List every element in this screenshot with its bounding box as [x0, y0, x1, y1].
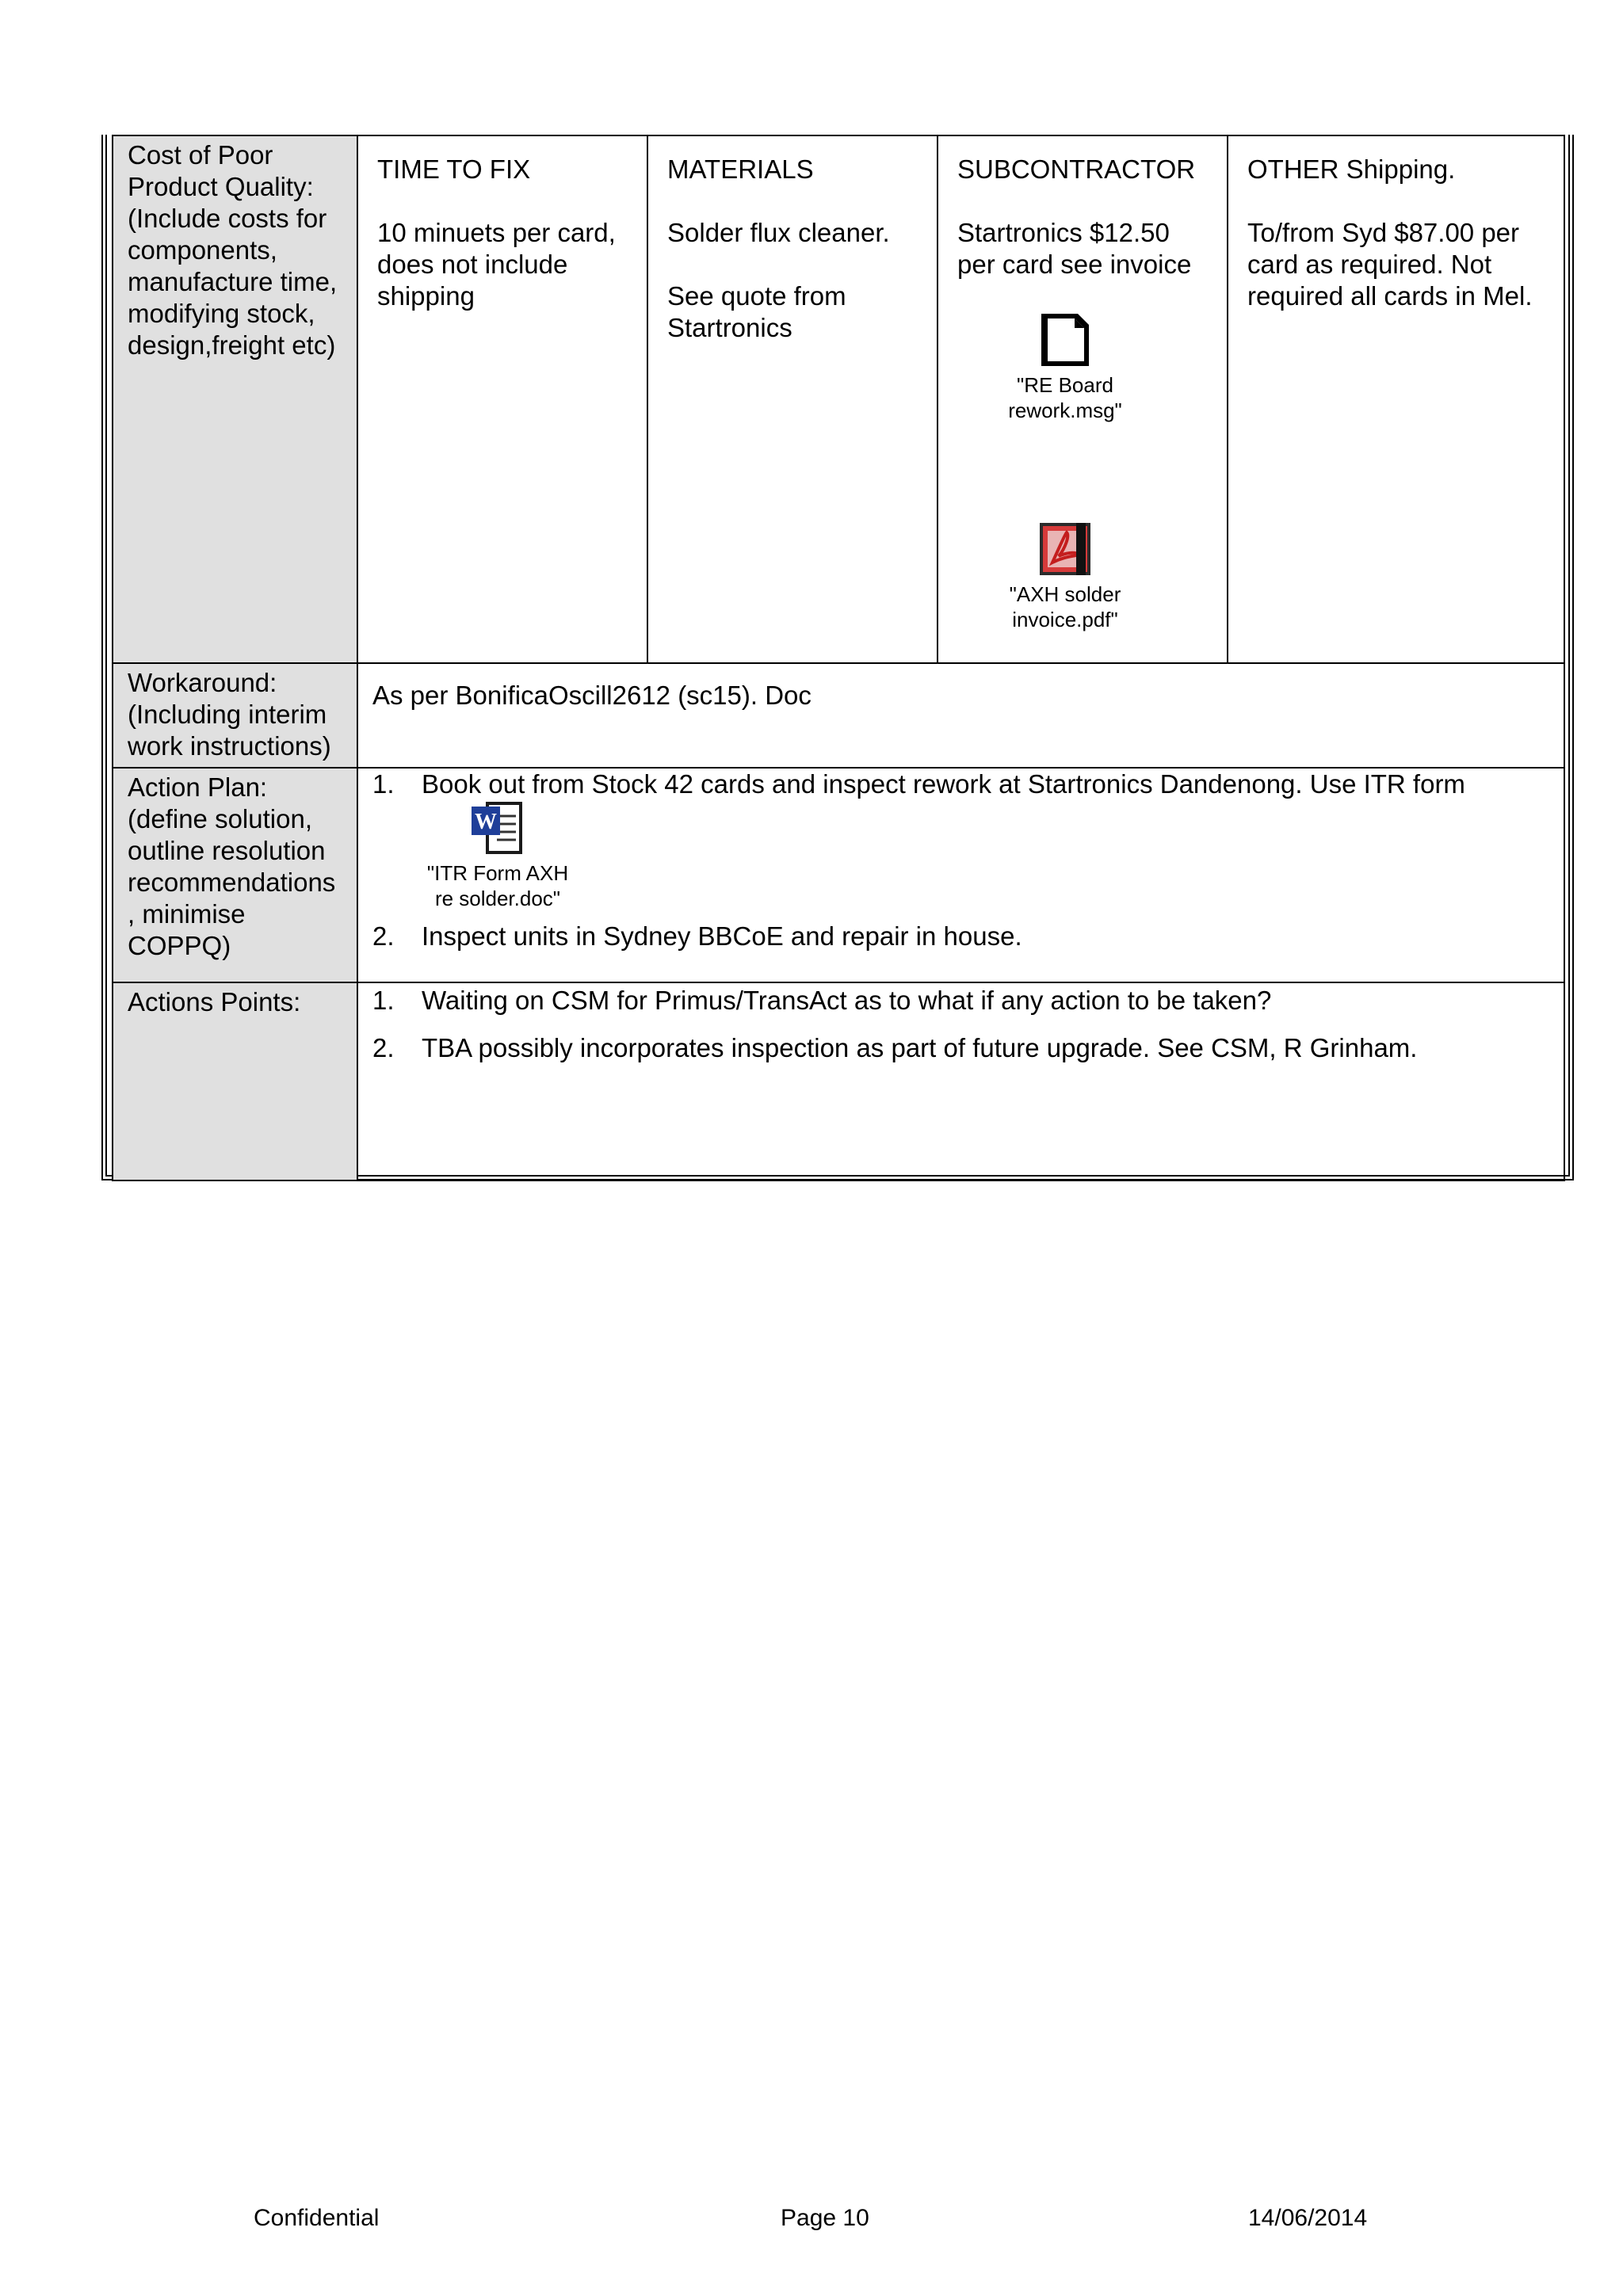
other-cell [1228, 135, 1564, 663]
workaround-label: Workaround: (Including interim work instructions) [113, 663, 357, 768]
list-item-text: Inspect units in Sydney BBCoE and repair in house. [422, 921, 1022, 951]
materials-text: Solder flux cleaner. [667, 218, 890, 247]
attachment-caption: "ITR Form AXH re solder.doc" [426, 861, 569, 910]
action-points-cell [357, 982, 1564, 1180]
materials-cell [647, 135, 938, 663]
attachment-re-board-rework[interactable] [957, 312, 1173, 423]
table-row [113, 768, 1564, 982]
footer-date: 14/06/2014 [1248, 2205, 1368, 2231]
action-points-label: Actions Points: [113, 982, 357, 1180]
list-item [372, 1032, 1549, 1064]
list-item [372, 769, 1549, 800]
subcontractor-cell [938, 135, 1228, 663]
workaround-cell [357, 663, 1564, 768]
table-row [113, 982, 1564, 1180]
attachment-itr-form[interactable] [418, 800, 577, 911]
list-item-text: TBA possibly incorporates inspection as part of future upgrade. See CSM, R Grinham. [422, 1033, 1418, 1062]
subcontractor-text: Startronics $12.50 per card see invoice [957, 218, 1192, 279]
list-item-text: Waiting on CSM for Primus/TransAct as to what if any action to be taken? [422, 986, 1272, 1015]
list-item [372, 921, 1549, 952]
attachment-caption: "RE Board rework.msg" [1008, 373, 1122, 422]
time-to-fix-heading: TIME TO FIX [377, 154, 531, 184]
list-number: 1. [372, 986, 395, 1015]
time-to-fix-cell [357, 135, 647, 663]
list-number: 2. [372, 921, 395, 951]
action-plan-list [372, 769, 1549, 800]
action-plan-label: Action Plan: (define solution, outline resolution recommendations , minimise COPPQ) [113, 768, 357, 982]
footer-page-number: Page 10 [781, 2205, 869, 2231]
other-heading: OTHER Shipping. [1247, 154, 1456, 184]
workaround-text: As per BonificaOscill2612 (sc15). Doc [372, 681, 812, 710]
issue-table [112, 135, 1565, 1181]
coppq-label: Cost of Poor Product Quality: (Include costs for components, manufacture time, modifying stock, design,freight etc) [113, 135, 357, 663]
list-number: 2. [372, 1033, 395, 1062]
time-to-fix-text: 10 minuets per card, does not include shipping [377, 218, 616, 311]
action-points-list [372, 985, 1549, 1064]
svg-text:W: W [475, 810, 497, 834]
attachment-axh-solder-invoice[interactable] [957, 521, 1173, 632]
materials-heading: MATERIALS [667, 154, 814, 184]
subcontractor-heading: SUBCONTRACTOR [957, 154, 1196, 184]
list-item-text: Book out from Stock 42 cards and inspect rework at Startronics Dandenong. Use ITR form [422, 769, 1465, 799]
pdf-file-icon [1038, 521, 1092, 577]
list-item [372, 985, 1549, 1016]
word-doc-icon [470, 800, 525, 856]
action-plan-list-2 [372, 921, 1549, 952]
action-plan-cell [357, 768, 1564, 982]
list-number: 1. [372, 769, 395, 799]
table-row [113, 135, 1564, 663]
footer-confidential: Confidential [254, 2205, 380, 2231]
materials-quote-text: See quote from Startronics [667, 281, 846, 342]
other-text: To/from Syd $87.00 per card as required. Not required all cards in Mel. [1247, 218, 1533, 311]
table-row [113, 663, 1564, 768]
attachment-caption: "AXH solder invoice.pdf" [1009, 582, 1121, 631]
msg-file-icon [1038, 312, 1092, 368]
